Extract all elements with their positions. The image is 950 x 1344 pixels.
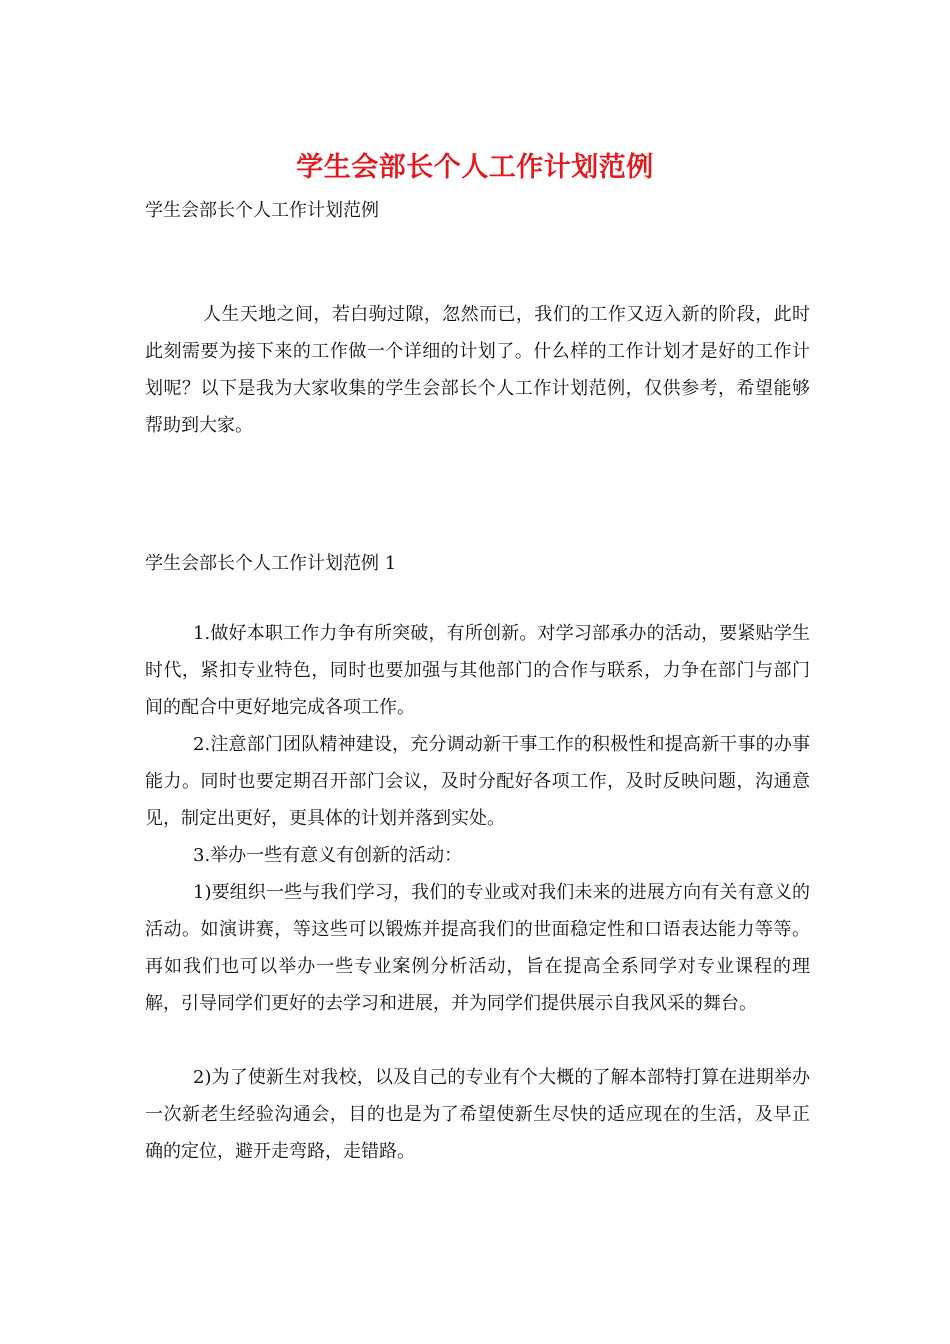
paragraph-item-1: 1.做好本职工作力争有所突破，有所创新。对学习部承办的活动，要紧贴学生时代，紧扣专业特色，同时也要加强与其他部门的合作与联系，力争在部门与部门间的配合中更好地完成各项工作。	[145, 623, 810, 718]
document-subtitle: 学生会部长个人工作计划范例	[145, 200, 379, 221]
paragraph-item-3: 3.举办一些有意义有创新的活动：	[193, 845, 463, 866]
intro-paragraph: 人生天地之间，若白驹过隙，忽然而已，我们的工作又迈入新的阶段，此时此刻需要为接下来的工作做一个详细的计划了。什么样的工作计划才是好的工作计划呢？以下是我为大家收集的学生会部长个人工作计划范例，仅供参考，希望能够帮助到大家。	[145, 304, 810, 436]
paragraph-item-2: 2.注意部门团队精神建设，充分调动新干事工作的积极性和提高新干事的办事能力。同时也要定期召开部门会议，及时分配好各项工作，及时反映问题，沟通意见，制定出更好，更具体的计划并落到实处。	[145, 734, 810, 829]
document-title: 学生会部长个人工作计划范例	[296, 152, 654, 183]
section-heading: 学生会部长个人工作计划范例 1	[145, 553, 397, 574]
paragraph-item-5: 2)为了使新生对我校，以及自己的专业有个大概的了解本部特打算在进期举办一次新老生经验沟通会，目的也是为了希望使新生尽快的适应现在的生活，及早正确的定位，避开走弯路，走错路。	[145, 1067, 810, 1162]
paragraph-item-4: 1)要组织一些与我们学习，我们的专业或对我们未来的进展方向有关有意义的活动。如演讲赛，等这些可以锻炼并提高我们的世面稳定性和口语表达能力等等。再如我们也可以举办一些专业案例分析活动，旨在提高全系同学对专业课程的理解，引导同学们更好的去学习和进展，并为同学们提供展示自我风采的舞台。	[145, 882, 810, 1014]
